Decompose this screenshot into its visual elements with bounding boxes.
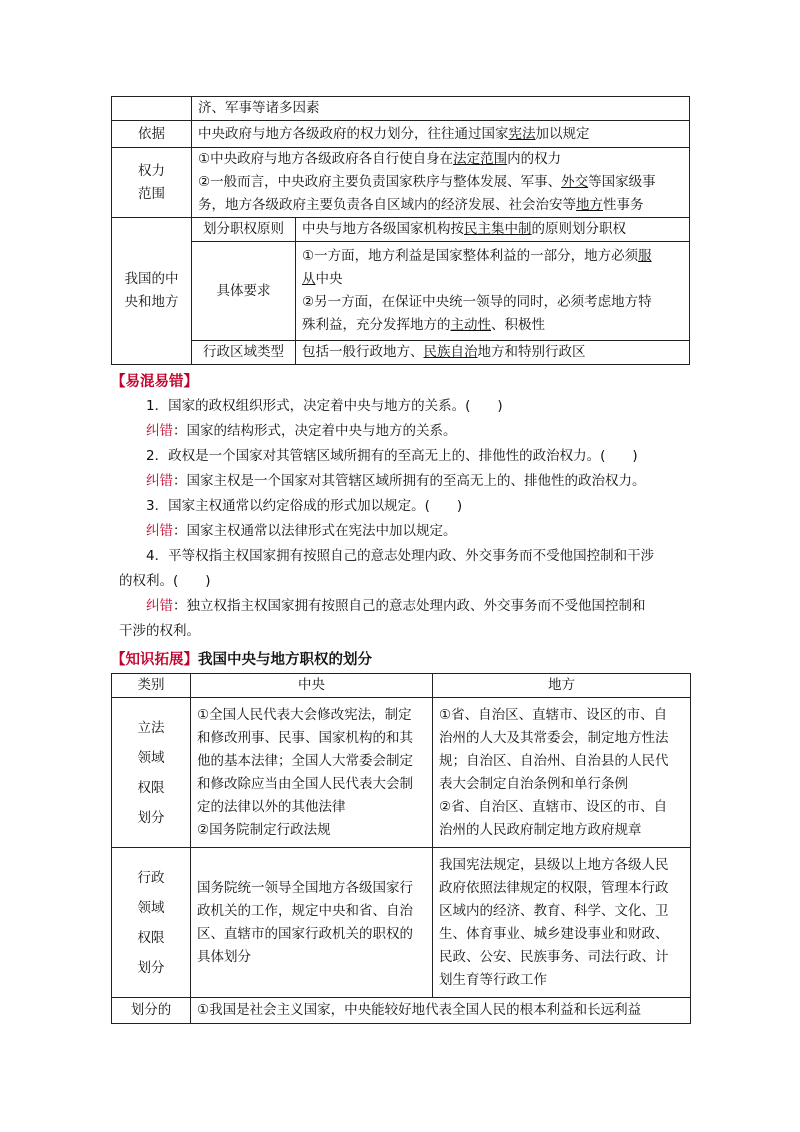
question-1: 1．国家的政权组织形式，决定着中央与地方的关系。( )	[146, 398, 503, 414]
table-row	[112, 218, 690, 242]
scope-label: 权力 范围	[112, 148, 192, 218]
table-row	[112, 341, 690, 365]
header-central: 中央	[191, 674, 433, 698]
china-label: 我国的中 央和地方	[112, 218, 192, 365]
region-label: 行政区域类型	[192, 341, 296, 365]
administrative-central: 国务院统一领导全国地方各级国家行 政机关的工作，规定中央和省、自治 区、直辖市的国家行政机关的职权的 具体划分	[191, 848, 433, 998]
basis-text: 中央政府与地方各级政府的权力划分，往往通过国家宪法加以规定	[192, 121, 690, 148]
table-row	[112, 998, 691, 1024]
powers-table	[111, 96, 690, 365]
administrative-local: 我国宪法规定，县级以上地方各级人民 政府依照法律规定的权限，管理本行政 区域内的经济、教育、科学、文化、卫 生、体育事业、城乡建设事业和财政、 民政、公安、民族事务、司法行政、计 划生育等行政工作	[433, 848, 691, 998]
correction-4-cont: 干涉的权利。	[119, 623, 200, 639]
region-text: 包括一般行政地方、民族自治地方和特别行政区	[296, 341, 690, 365]
question-4: 4．平等权指主权国家拥有按照自己的意志处理内政、外交事务而不受他国控制和干涉	[146, 548, 655, 564]
section-heading-mistakes: 【易混易错】	[111, 374, 198, 390]
table-row	[112, 97, 690, 121]
table-header-row	[112, 674, 691, 698]
scope-text: ①中央政府与地方各级政府各自行使自身在法定范围内的权力 ②一般而言，中央政府主要负责国家秩序与整体发展、军事、外交等国家级事 务，地方各级政府主要负责各自区域内的经济发展、社会治安等地方性事务	[192, 148, 690, 218]
section-heading-extension: 【知识拓展】我国中央与地方职权的划分	[111, 652, 372, 668]
question-4-cont: 的权利。( )	[119, 573, 211, 589]
question-3: 3．国家主权通常以约定俗成的形式加以规定。( )	[146, 498, 463, 514]
reason-label: 划分的	[112, 998, 191, 1024]
requirement-label: 具体要求	[192, 242, 296, 341]
legislative-label: 立法 领域 权限 划分	[112, 698, 191, 848]
table-row	[112, 242, 690, 341]
table-cell: 济、军事等诸多因素	[192, 97, 690, 121]
requirement-text: ①一方面，地方利益是国家整体利益的一部分，地方必须服 从中央 ②另一方面，在保证中央统一领导的同时，必须考虑地方特 殊利益，充分发挥地方的主动性、积极性	[296, 242, 690, 341]
table-row	[112, 848, 691, 998]
table-row	[112, 698, 691, 848]
table-row	[112, 121, 690, 148]
table-cell	[112, 97, 192, 121]
correction-2: 纠错：国家主权是一个国家对其管辖区域所拥有的至高无上的、排他性的政治权力。	[146, 473, 646, 489]
authority-division-table	[111, 673, 691, 1024]
legislative-central: ①全国人民代表大会修改宪法，制定 和修改刑事、民事、国家机构的和其 他的基本法律；全国人大常委会制定 和修改除应当由全国人民代表大会制 定的法律以外的其他法律 ②国务院制定行政法规	[191, 698, 433, 848]
header-category: 类别	[112, 674, 191, 698]
reason-text: ①我国是社会主义国家，中央能较好地代表全国人民的根本利益和长远利益	[191, 998, 691, 1024]
correction-1: 纠错：国家的结构形式，决定着中央与地方的关系。	[146, 423, 457, 439]
correction-3: 纠错：国家主权通常以法律形式在宪法中加以规定。	[146, 523, 457, 539]
administrative-label: 行政 领域 权限 划分	[112, 848, 191, 998]
basis-label: 依据	[112, 121, 192, 148]
principle-text: 中央与地方各级国家机构按民主集中制的原则划分职权	[296, 218, 690, 242]
question-2: 2．政权是一个国家对其管辖区域所拥有的至高无上的、排他性的政治权力。( )	[146, 448, 638, 464]
principle-label: 划分职权原则	[192, 218, 296, 242]
legislative-local: ①省、自治区、直辖市、设区的市、自 治州的人大及其常委会，制定地方性法 规；自治区、自治州、自治县的人民代 表大会制定自治条例和单行条例 ②省、自治区、直辖市、设区的市、自 治州的人民政府制定地方政府规章	[433, 698, 691, 848]
correction-4: 纠错：独立权指主权国家拥有按照自己的意志处理内政、外交事务而不受他国控制和	[146, 598, 646, 614]
table-row	[112, 148, 690, 218]
header-local: 地方	[433, 674, 691, 698]
